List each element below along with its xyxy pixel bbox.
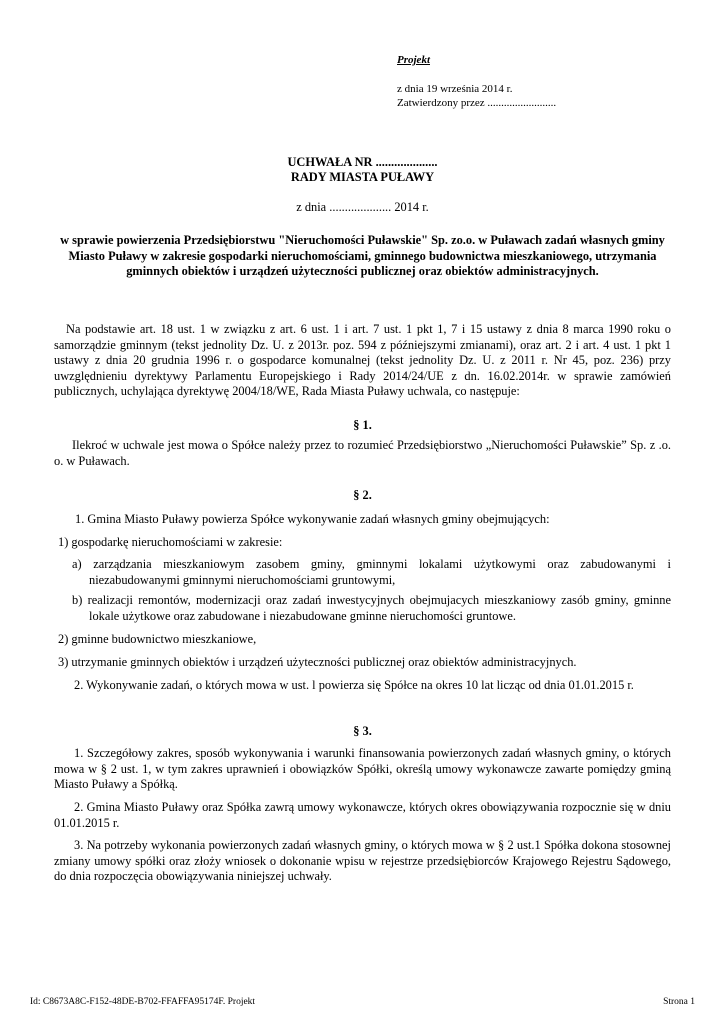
section-2-heading: § 2.: [353, 488, 372, 502]
section-3-paragraph-1: 1. Szczegółowy zakres, sposób wykonywania i warunki finansowania powierzonych zadań własnych gminy, o których mowa w § 2 ust. 1, w tym zakres uprawnień i obowiązków Spółki, określą umowy wykonawcze zawarte pomiędzy gminą Miasto Puławy a Spółką.: [54, 746, 671, 791]
section-3-heading: § 3.: [353, 724, 372, 738]
resolution-date: z dnia .................... 2014 r.: [296, 200, 429, 214]
section-2-item-1a: [72, 557, 671, 588]
section-2-item-1: 1) gospodarkę nieruchomościami w zakresie:: [58, 535, 283, 549]
approved-by: Zatwierdzony przez .........................: [397, 97, 557, 109]
section-1-text: Ilekroć w uchwale jest mowa o Spółce należy przez to rozumieć Przedsiębiorstwo „Nieruchomości Puławskie” Sp. z .o. o. w Puławach.: [54, 438, 671, 468]
resolution-subject: w sprawie powierzenia Przedsiębiorstwu "Nieruchomości Puławskie" Sp. zo.o. w Puławach zadań własnych gminy Miasto Puławy w zakresie gospodarki nieruchomościami, gminnego budownictwa mieszkaniowego, utrzymania gminnych obiektów i urządzeń użyteczności publicznej oraz obiektów administracyjnych.: [60, 233, 665, 278]
section-2-item-1a-text: a) zarządzania mieszkaniowym zasobem gminy, gminnymi lokalami użytkowymi oraz zabudowanymi i niezabudowanymi gminnymi nieruchomościami gruntowymi,: [72, 557, 671, 587]
footer-page-number: Strona 1: [663, 997, 695, 1007]
section-1-heading: § 1.: [353, 418, 372, 432]
legal-basis: Na podstawie art. 18 ust. 1 w związku z art. 6 ust. 1 i art. 7 ust. 1 pkt 1, 7 i 15 ustawy z dnia 8 marca 1990 roku o samorządzie gminnym (tekst jednolity Dz. U. z 2013r. poz. 594 z późniejszymi zmianami), oraz art. 2 i art. 4 ust. 1 pkt 1 ustawy z dnia 20 grudnia 1996 r. o gospodarce komunalnej (tekst jednolity Dz. U. z 2011 r. Nr 45, poz. 236) przy uwzględnieniu dyrektywy Parlamentu Europejskiego i Rady 2014/24/UE z dn. 16.02.2014r. w sprawie zamówień publicznych, uchylająca dyrektywę 2004/18/WE, Rada Miasta Puławy uchwala, co następuje:: [54, 322, 671, 398]
section-3-paragraph-3: 3. Na potrzeby wykonania powierzonych zadań własnych gminy, o których mowa w § 2 ust.1 Spółka dokona stosownej zmiany umowy spółki oraz złoży wniosek o dokonanie wpisu w rejestrze przedsiębiorców Krajowego Rejestru Sądowego, do dnia rozpoczęcia obowiązywania niniejszej uchwały.: [54, 838, 671, 883]
section-2-item-1b-text: b) realizacji remontów, modernizacji oraz zadań inwestycyjnych obejmujacych mieszkaniowy zasób gminy, gminne lokale użytkowe oraz zabudowane i niezabudowane gminne nieruchomości gruntowe.: [72, 593, 671, 623]
section-2-paragraph-1: 1. Gmina Miasto Puławy powierza Spółce wykonywanie zadań własnych gminy obejmujących:: [75, 512, 550, 526]
council-name: RADY MIASTA PUŁAWY: [290, 170, 435, 184]
section-2-item-3: 3) utrzymanie gminnych obiektów i urządzeń użyteczności publicznej oraz obiektów administracyjnych.: [58, 655, 577, 669]
section-2-paragraph-2: 2. Wykonywanie zadań, o których mowa w ust. l powierza się Spółce na okres 10 lat licząc od dnia 01.01.2015 r.: [74, 678, 634, 692]
draft-label: Projekt: [397, 54, 430, 66]
footer-document-id: Id: C8673A8C-F152-48DE-B702-FFAFFA95174F. Projekt: [30, 997, 256, 1007]
section-2-item-1b: [72, 593, 671, 624]
section-3-paragraph-2: 2. Gmina Miasto Puławy oraz Spółka zawrą umowy wykonawcze, których okres obowiązywania rozpocznie się w dniu 01.01.2015 r.: [54, 800, 671, 830]
section-2-item-2: 2) gminne budownictwo mieszkaniowe,: [58, 632, 257, 646]
draft-date: z dnia 19 września 2014 r.: [397, 83, 513, 95]
resolution-number: UCHWAŁA NR ....................: [287, 155, 438, 169]
